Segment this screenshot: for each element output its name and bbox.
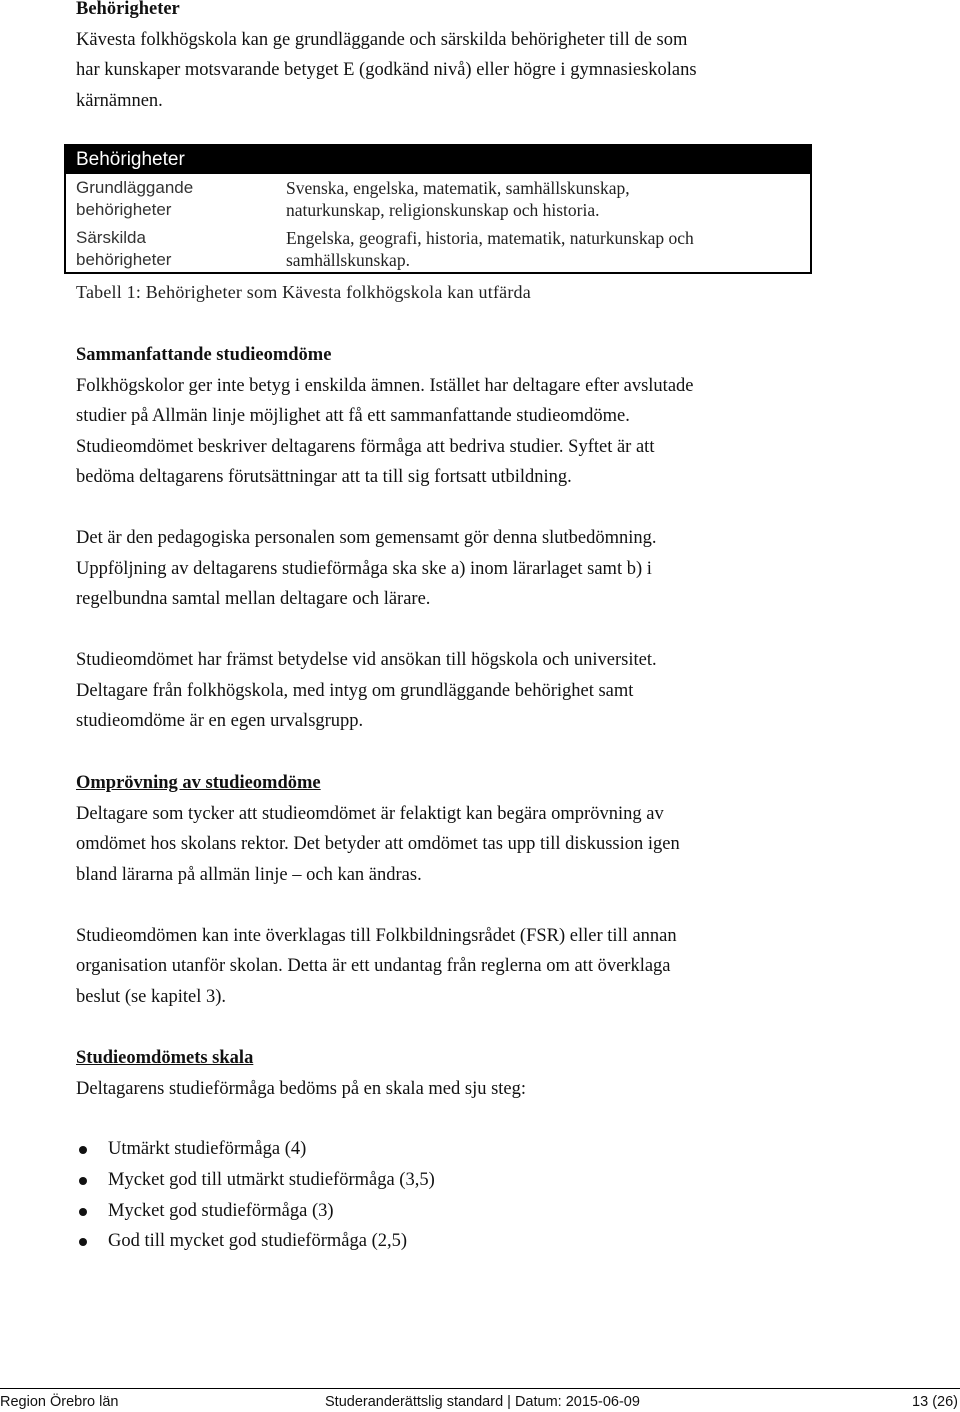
row-value-line: Engelska, geografi, historia, matematik, naturkunskap och [286, 228, 694, 248]
list-item [76, 1165, 435, 1196]
scale-list [76, 1134, 435, 1257]
list-item-text: Mycket god till utmärkt studieförmåga (3,5) [108, 1169, 435, 1190]
behorigheter-table [64, 144, 812, 274]
paragraph-line: Deltagarens studieförmåga bedöms på en skala med sju steg: [76, 1078, 527, 1099]
footer-page-number: 13 (26) [912, 1394, 958, 1410]
row-label-line: behörigheter [76, 200, 172, 219]
row-label-line: Särskilda [76, 228, 146, 247]
paragraph-line: bland lärarna på allmän linje – och kan ändras. [76, 864, 422, 885]
list-item [76, 1134, 435, 1165]
paragraph-line: Studieomdömet har främst betydelse vid ansökan till högskola och universitet. [76, 650, 657, 670]
bullet-icon [79, 1146, 87, 1154]
section-heading-sammanfattande: Sammanfattande studieomdöme [76, 345, 332, 365]
row-value [286, 177, 810, 221]
list-item-text: Utmärkt studieförmåga (4) [108, 1139, 307, 1159]
row-label-line: behörigheter [76, 250, 172, 269]
paragraph-line: har kunskaper motsvarande betyget E (godkänd nivå) eller högre i gymnasieskolans [76, 60, 697, 80]
row-value-line: Svenska, engelska, matematik, samhällskunskap, [286, 178, 630, 198]
footer-document-info: Studeranderättslig standard | Datum: 2015-06-09 [325, 1394, 640, 1410]
row-label-line: Grundläggande [76, 178, 194, 197]
paragraph-line: Deltagare som tycker att studieomdömet är felaktigt kan begära omprövning av [76, 803, 664, 824]
table-row [66, 177, 810, 221]
list-item-text: God till mycket god studieförmåga (2,5) [108, 1231, 408, 1252]
row-label [66, 227, 286, 271]
page-footer [0, 1388, 960, 1412]
bullet-icon [79, 1238, 87, 1246]
paragraph-line: Folkhögskolor ger inte betyg i enskilda ämnen. Istället har deltagare efter avslutade [76, 375, 694, 396]
paragraph-line: Uppföljning av deltagarens studieförmåga ska ske a) inom lärarlaget samt b) i [76, 558, 652, 579]
paragraph-line: omdömet hos skolans rektor. Det betyder att omdömet tas upp till diskussion igen [76, 834, 680, 854]
row-value-line: naturkunskap, religionskunskap och historia. [286, 200, 600, 220]
section-heading-omprovning: Omprövning av studieomdöme [76, 773, 321, 793]
list-item [76, 1226, 435, 1257]
row-label [66, 177, 286, 221]
behorigheter-section [76, 0, 796, 116]
paragraph-line: kärnämnen. [76, 90, 163, 111]
list-item [76, 1196, 435, 1227]
skala-section [76, 1043, 796, 1104]
list-item-text: Mycket god studieförmåga (3) [108, 1200, 334, 1221]
paragraph-line: studier på Allmän linje möjlighet att få ett sammanfattande studieomdöme. [76, 406, 630, 426]
paragraph-line: Studieomdömen kan inte överklagas till Folkbildningsrådet (FSR) eller till annan [76, 925, 677, 946]
row-value-line: samhällskunskap. [286, 250, 410, 270]
paragraph-line: studieomdöme är en egen urvalsgrupp. [76, 711, 364, 731]
footer-organization: Region Örebro län [0, 1394, 119, 1410]
bullet-icon [79, 1208, 87, 1216]
paragraph-line: Kävesta folkhögskola kan ge grundläggande och särskilda behörigheter till de som [76, 29, 688, 50]
sammanfattande-section [76, 340, 796, 737]
paragraph-line: regelbundna samtal mellan deltagare och lärare. [76, 589, 431, 609]
section-heading-behorigheter: Behörigheter [76, 0, 180, 19]
paragraph-line: Det är den pedagogiska personalen som gemensamt gör denna slutbedömning. [76, 528, 657, 548]
table-header: Behörigheter [66, 146, 810, 174]
paragraph-line: bedöma deltagarens förutsättningar att ta till sig fortsatt utbildning. [76, 467, 572, 487]
paragraph-line: Studieomdömet beskriver deltagarens förmåga att bedriva studier. Syftet är att [76, 436, 655, 457]
row-value [286, 227, 810, 271]
table-caption: Tabell 1: Behörigheter som Kävesta folkhögskola kan utfärda [76, 282, 531, 302]
section-heading-skala: Studieomdömets skala [76, 1048, 254, 1068]
paragraph-line: organisation utanför skolan. Detta är ett undantag från reglerna om att överklaga [76, 956, 671, 976]
omprovning-section [76, 768, 796, 1012]
paragraph-line: beslut (se kapitel 3). [76, 986, 227, 1007]
bullet-icon [79, 1177, 87, 1185]
table-row [66, 227, 810, 271]
paragraph-line: Deltagare från folkhögskola, med intyg om grundläggande behörighet samt [76, 680, 634, 701]
